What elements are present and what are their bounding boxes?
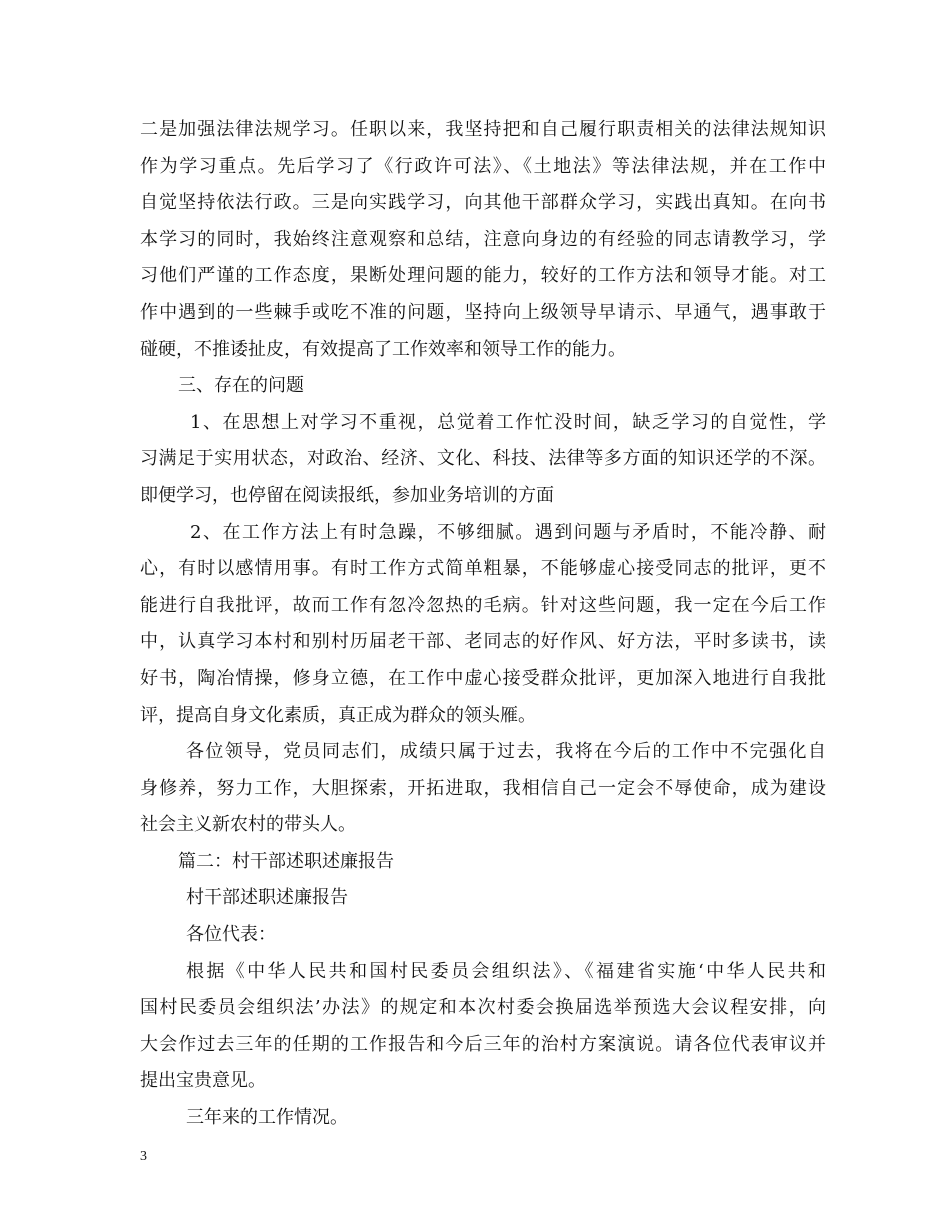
text-line: 作为学习重点。先后学习了《行政许可法》、《土地法》等法律法规，并在工作中 bbox=[140, 155, 826, 177]
text-line: 即便学习，也停留在阅读报纸，参加业务培训的方面 bbox=[140, 484, 554, 506]
text-line: 心，有时以感情用事。有时工作方式简单粗暴，不能够虚心接受同志的批评，更不 bbox=[140, 558, 826, 580]
salutation: 各位代表： bbox=[186, 924, 276, 946]
text-line: 身修养，努力工作，大胆探索，开拓进取，我相信自己一定会不辱使命，成为建设 bbox=[140, 777, 826, 799]
document-body bbox=[140, 112, 826, 1137]
text-line: 2、在工作方法上有时急躁，不够细腻。遇到问题与矛盾时，不能冷静、耐 bbox=[190, 521, 826, 543]
text-line: 1、在思想上对学习不重视，总觉着工作忙没时间，缺乏学习的自觉性，学 bbox=[190, 411, 826, 433]
text-line: 二是加强法律法规学习。任职以来，我坚持把和自己履行职责相关的法律法规知识 bbox=[140, 119, 826, 140]
text-line: 碰硬，不推诿扯皮，有效提高了工作效率和领导工作的能力。 bbox=[140, 338, 626, 360]
text-line: 习他们严谨的工作态度，果断处理问题的能力，较好的工作方法和领导才能。对工 bbox=[140, 265, 826, 287]
text-line: 提出宝贵意见。 bbox=[140, 1070, 266, 1092]
text-line: 根据《中华人民共和国村民委员会组织法》、《福建省实施‘中华人民共和 bbox=[186, 960, 826, 982]
text-line: 评，提高自身文化素质，真正成为群众的领头雁。 bbox=[140, 704, 536, 726]
page-number: 3 bbox=[140, 1149, 147, 1164]
section-heading: 篇二：村干部述职述廉报告 bbox=[178, 850, 394, 872]
section-heading: 三、存在的问题 bbox=[178, 375, 304, 397]
text-line: 三年来的工作情况。 bbox=[186, 1107, 348, 1129]
text-line: 习满足于实用状态，对政治、经济、文化、科技、法律等多方面的知识还学的不深。 bbox=[140, 448, 826, 470]
text-line: 本学习的同时，我始终注意观察和总结，注意向身边的有经验的同志请教学习，学 bbox=[140, 228, 826, 250]
text-line: 作中遇到的一些棘手或吃不准的问题，坚持向上级领导早请示、早通气，遇事敢于 bbox=[140, 301, 826, 323]
text-line: 自觉坚持依法行政。三是向实践学习，向其他干部群众学习，实践出真知。在向书 bbox=[140, 192, 826, 214]
text-line: 好书，陶冶情操，修身立德，在工作中虚心接受群众批评，更加深入地进行自我批 bbox=[140, 667, 826, 689]
text-line: 国村民委员会组织法’办法》的规定和本次村委会换届选举预选大会议程安排，向 bbox=[140, 997, 826, 1019]
text-line: 能进行自我批评，故而工作有忽冷忽热的毛病。针对这些问题，我一定在今后工作 bbox=[140, 594, 826, 616]
report-title: 村干部述职述廉报告 bbox=[186, 887, 348, 909]
text-line: 大会作过去三年的任期的工作报告和今后三年的治村方案演说。请各位代表审议并 bbox=[140, 1033, 826, 1055]
text-line: 中，认真学习本村和别村历届老干部、老同志的好作风、好方法，平时多读书，读 bbox=[140, 631, 826, 653]
text-line: 各位领导，党员同志们，成绩只属于过去，我将在今后的工作中不完强化自 bbox=[186, 741, 826, 763]
text-line: 社会主义新农村的带头人。 bbox=[140, 814, 356, 836]
